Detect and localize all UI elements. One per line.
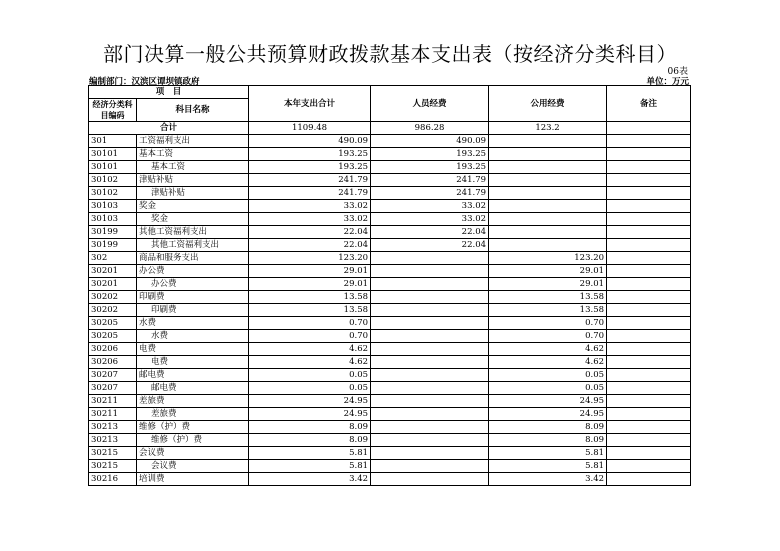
row-personnel bbox=[371, 343, 489, 356]
row-total: 241.79 bbox=[249, 174, 371, 187]
row-personnel bbox=[371, 382, 489, 395]
row-total: 33.02 bbox=[249, 213, 371, 226]
table-row bbox=[89, 460, 691, 473]
row-personnel bbox=[371, 408, 489, 421]
row-name: 水费 bbox=[137, 317, 249, 330]
row-total: 5.81 bbox=[249, 447, 371, 460]
row-total: 123.20 bbox=[249, 252, 371, 265]
row-total: 4.62 bbox=[249, 343, 371, 356]
row-public bbox=[489, 161, 607, 174]
row-name: 差旅费 bbox=[137, 395, 249, 408]
row-public: 13.58 bbox=[489, 304, 607, 317]
row-note bbox=[607, 304, 691, 317]
table-row bbox=[89, 304, 691, 317]
row-note bbox=[607, 421, 691, 434]
row-code: 30211 bbox=[89, 408, 137, 421]
row-personnel: 241.79 bbox=[371, 174, 489, 187]
row-note bbox=[607, 343, 691, 356]
row-code: 30216 bbox=[89, 473, 137, 486]
row-code: 30205 bbox=[89, 330, 137, 343]
row-total: 490.09 bbox=[249, 135, 371, 148]
row-personnel bbox=[371, 356, 489, 369]
row-public: 0.05 bbox=[489, 369, 607, 382]
row-note bbox=[607, 148, 691, 161]
table-row bbox=[89, 226, 691, 239]
row-total: 193.25 bbox=[249, 148, 371, 161]
row-note bbox=[607, 252, 691, 265]
row-public bbox=[489, 213, 607, 226]
row-public: 3.42 bbox=[489, 473, 607, 486]
row-personnel: 22.04 bbox=[371, 239, 489, 252]
row-public: 5.81 bbox=[489, 460, 607, 473]
row-name: 其他工资福利支出 bbox=[137, 239, 249, 252]
row-note bbox=[607, 161, 691, 174]
table-row bbox=[89, 135, 691, 148]
row-note bbox=[607, 265, 691, 278]
row-name: 印刷费 bbox=[137, 291, 249, 304]
row-name: 办公费 bbox=[137, 278, 249, 291]
row-total: 193.25 bbox=[249, 161, 371, 174]
header-code: 经济分类科目编码 bbox=[89, 99, 137, 122]
row-public bbox=[489, 174, 607, 187]
row-name: 差旅费 bbox=[137, 408, 249, 421]
row-public: 123.20 bbox=[489, 252, 607, 265]
table-row bbox=[89, 369, 691, 382]
row-total: 29.01 bbox=[249, 278, 371, 291]
row-personnel bbox=[371, 291, 489, 304]
table-row bbox=[89, 200, 691, 213]
row-total: 8.09 bbox=[249, 434, 371, 447]
row-name: 会议费 bbox=[137, 447, 249, 460]
row-code: 30215 bbox=[89, 447, 137, 460]
department-label: 编制部门：汉滨区谭坝镇政府 bbox=[89, 77, 200, 87]
row-total: 24.95 bbox=[249, 395, 371, 408]
row-name: 会议费 bbox=[137, 460, 249, 473]
row-personnel bbox=[371, 330, 489, 343]
table-row bbox=[89, 252, 691, 265]
row-name: 其他工资福利支出 bbox=[137, 226, 249, 239]
row-note bbox=[607, 330, 691, 343]
row-personnel bbox=[371, 369, 489, 382]
row-name: 工资福利支出 bbox=[137, 135, 249, 148]
row-public: 13.58 bbox=[489, 291, 607, 304]
row-total: 5.81 bbox=[249, 460, 371, 473]
row-note bbox=[607, 369, 691, 382]
table-row bbox=[89, 265, 691, 278]
row-code: 30101 bbox=[89, 161, 137, 174]
row-public: 24.95 bbox=[489, 395, 607, 408]
row-total: 0.05 bbox=[249, 382, 371, 395]
row-name: 邮电费 bbox=[137, 369, 249, 382]
row-public: 5.81 bbox=[489, 447, 607, 460]
table-row bbox=[89, 148, 691, 161]
row-name: 维修（护）费 bbox=[137, 434, 249, 447]
row-personnel: 193.25 bbox=[371, 148, 489, 161]
row-public bbox=[489, 135, 607, 148]
totals-row bbox=[89, 122, 691, 135]
row-total: 4.62 bbox=[249, 356, 371, 369]
table-row bbox=[89, 213, 691, 226]
table-row bbox=[89, 161, 691, 174]
expenditure-table bbox=[88, 85, 691, 486]
row-personnel: 33.02 bbox=[371, 200, 489, 213]
table-row bbox=[89, 174, 691, 187]
row-total: 0.70 bbox=[249, 330, 371, 343]
row-note bbox=[607, 395, 691, 408]
row-personnel: 490.09 bbox=[371, 135, 489, 148]
row-note bbox=[607, 291, 691, 304]
row-personnel: 33.02 bbox=[371, 213, 489, 226]
row-name: 办公费 bbox=[137, 265, 249, 278]
row-note bbox=[607, 278, 691, 291]
totals-personnel: 986.28 bbox=[371, 122, 489, 135]
page-title: 部门决算一般公共预算财政拨款基本支出表（按经济分类科目） bbox=[103, 42, 677, 66]
row-name: 邮电费 bbox=[137, 382, 249, 395]
row-total: 0.05 bbox=[249, 369, 371, 382]
row-public: 4.62 bbox=[489, 356, 607, 369]
row-public bbox=[489, 200, 607, 213]
row-public bbox=[489, 239, 607, 252]
row-code: 30199 bbox=[89, 226, 137, 239]
row-total: 29.01 bbox=[249, 265, 371, 278]
row-note bbox=[607, 460, 691, 473]
row-personnel bbox=[371, 278, 489, 291]
row-public bbox=[489, 148, 607, 161]
row-code: 30202 bbox=[89, 291, 137, 304]
table-row bbox=[89, 239, 691, 252]
row-note bbox=[607, 239, 691, 252]
row-name: 电费 bbox=[137, 343, 249, 356]
row-note bbox=[607, 408, 691, 421]
row-code: 30199 bbox=[89, 239, 137, 252]
row-public: 29.01 bbox=[489, 278, 607, 291]
table-row bbox=[89, 356, 691, 369]
row-public: 29.01 bbox=[489, 265, 607, 278]
row-public: 0.70 bbox=[489, 330, 607, 343]
row-note bbox=[607, 187, 691, 200]
row-code: 30215 bbox=[89, 460, 137, 473]
table-row bbox=[89, 434, 691, 447]
row-total: 13.58 bbox=[249, 304, 371, 317]
row-name: 印刷费 bbox=[137, 304, 249, 317]
row-personnel: 241.79 bbox=[371, 187, 489, 200]
row-note bbox=[607, 226, 691, 239]
row-public: 8.09 bbox=[489, 421, 607, 434]
row-name: 津贴补贴 bbox=[137, 187, 249, 200]
row-code: 30201 bbox=[89, 278, 137, 291]
header-personnel: 人员经费 bbox=[371, 86, 489, 122]
row-name: 维修（护）费 bbox=[137, 421, 249, 434]
row-total: 22.04 bbox=[249, 239, 371, 252]
row-total: 0.70 bbox=[249, 317, 371, 330]
row-personnel bbox=[371, 421, 489, 434]
row-code: 30102 bbox=[89, 187, 137, 200]
header-note: 备注 bbox=[607, 86, 691, 122]
row-personnel bbox=[371, 447, 489, 460]
row-public: 0.70 bbox=[489, 317, 607, 330]
row-name: 奖金 bbox=[137, 213, 249, 226]
row-personnel bbox=[371, 304, 489, 317]
table-row bbox=[89, 343, 691, 356]
table-row bbox=[89, 278, 691, 291]
header-total: 本年支出合计 bbox=[249, 86, 371, 122]
table-row bbox=[89, 291, 691, 304]
row-personnel bbox=[371, 395, 489, 408]
row-code: 30101 bbox=[89, 148, 137, 161]
row-personnel bbox=[371, 473, 489, 486]
row-code: 30201 bbox=[89, 265, 137, 278]
row-name: 培训费 bbox=[137, 473, 249, 486]
row-note bbox=[607, 135, 691, 148]
row-personnel bbox=[371, 317, 489, 330]
row-code: 30206 bbox=[89, 343, 137, 356]
row-note bbox=[607, 473, 691, 486]
row-public bbox=[489, 187, 607, 200]
unit-label: 单位：万元 bbox=[646, 77, 689, 87]
row-total: 13.58 bbox=[249, 291, 371, 304]
table-row bbox=[89, 187, 691, 200]
row-total: 24.95 bbox=[249, 408, 371, 421]
totals-public: 123.2 bbox=[489, 122, 607, 135]
totals-label: 合计 bbox=[89, 122, 249, 135]
table-row bbox=[89, 421, 691, 434]
row-public bbox=[489, 226, 607, 239]
form-number: 06表 bbox=[667, 67, 688, 77]
row-personnel bbox=[371, 252, 489, 265]
row-note bbox=[607, 447, 691, 460]
row-personnel bbox=[371, 460, 489, 473]
row-public: 24.95 bbox=[489, 408, 607, 421]
row-name: 基本工资 bbox=[137, 148, 249, 161]
row-code: 30211 bbox=[89, 395, 137, 408]
row-note bbox=[607, 200, 691, 213]
row-code: 30202 bbox=[89, 304, 137, 317]
header-name: 科目名称 bbox=[137, 99, 249, 122]
row-name: 商品和服务支出 bbox=[137, 252, 249, 265]
table-row bbox=[89, 395, 691, 408]
row-code: 30213 bbox=[89, 421, 137, 434]
row-note bbox=[607, 317, 691, 330]
row-personnel: 193.25 bbox=[371, 161, 489, 174]
row-code: 30207 bbox=[89, 382, 137, 395]
row-code: 301 bbox=[89, 135, 137, 148]
row-total: 241.79 bbox=[249, 187, 371, 200]
row-name: 津贴补贴 bbox=[137, 174, 249, 187]
row-name: 奖金 bbox=[137, 200, 249, 213]
table-row bbox=[89, 473, 691, 486]
row-note bbox=[607, 382, 691, 395]
row-personnel bbox=[371, 434, 489, 447]
row-name: 水费 bbox=[137, 330, 249, 343]
row-personnel bbox=[371, 265, 489, 278]
row-name: 基本工资 bbox=[137, 161, 249, 174]
table-row bbox=[89, 408, 691, 421]
row-code: 30205 bbox=[89, 317, 137, 330]
row-total: 8.09 bbox=[249, 421, 371, 434]
totals-total: 1109.48 bbox=[249, 122, 371, 135]
row-code: 30102 bbox=[89, 174, 137, 187]
header-item: 项 目 bbox=[89, 86, 249, 99]
row-total: 22.04 bbox=[249, 226, 371, 239]
row-code: 30207 bbox=[89, 369, 137, 382]
totals-note bbox=[607, 122, 691, 135]
row-note bbox=[607, 356, 691, 369]
table-body bbox=[89, 135, 691, 486]
row-note bbox=[607, 213, 691, 226]
row-public: 4.62 bbox=[489, 343, 607, 356]
table-row bbox=[89, 382, 691, 395]
row-code: 30206 bbox=[89, 356, 137, 369]
table-row bbox=[89, 330, 691, 343]
row-personnel: 22.04 bbox=[371, 226, 489, 239]
row-code: 30103 bbox=[89, 200, 137, 213]
header-public: 公用经费 bbox=[489, 86, 607, 122]
row-note bbox=[607, 174, 691, 187]
row-public: 8.09 bbox=[489, 434, 607, 447]
row-note bbox=[607, 434, 691, 447]
table-row bbox=[89, 447, 691, 460]
row-code: 30103 bbox=[89, 213, 137, 226]
row-total: 33.02 bbox=[249, 200, 371, 213]
row-code: 302 bbox=[89, 252, 137, 265]
row-code: 30213 bbox=[89, 434, 137, 447]
table-row bbox=[89, 317, 691, 330]
row-total: 3.42 bbox=[249, 473, 371, 486]
row-name: 电费 bbox=[137, 356, 249, 369]
row-public: 0.05 bbox=[489, 382, 607, 395]
